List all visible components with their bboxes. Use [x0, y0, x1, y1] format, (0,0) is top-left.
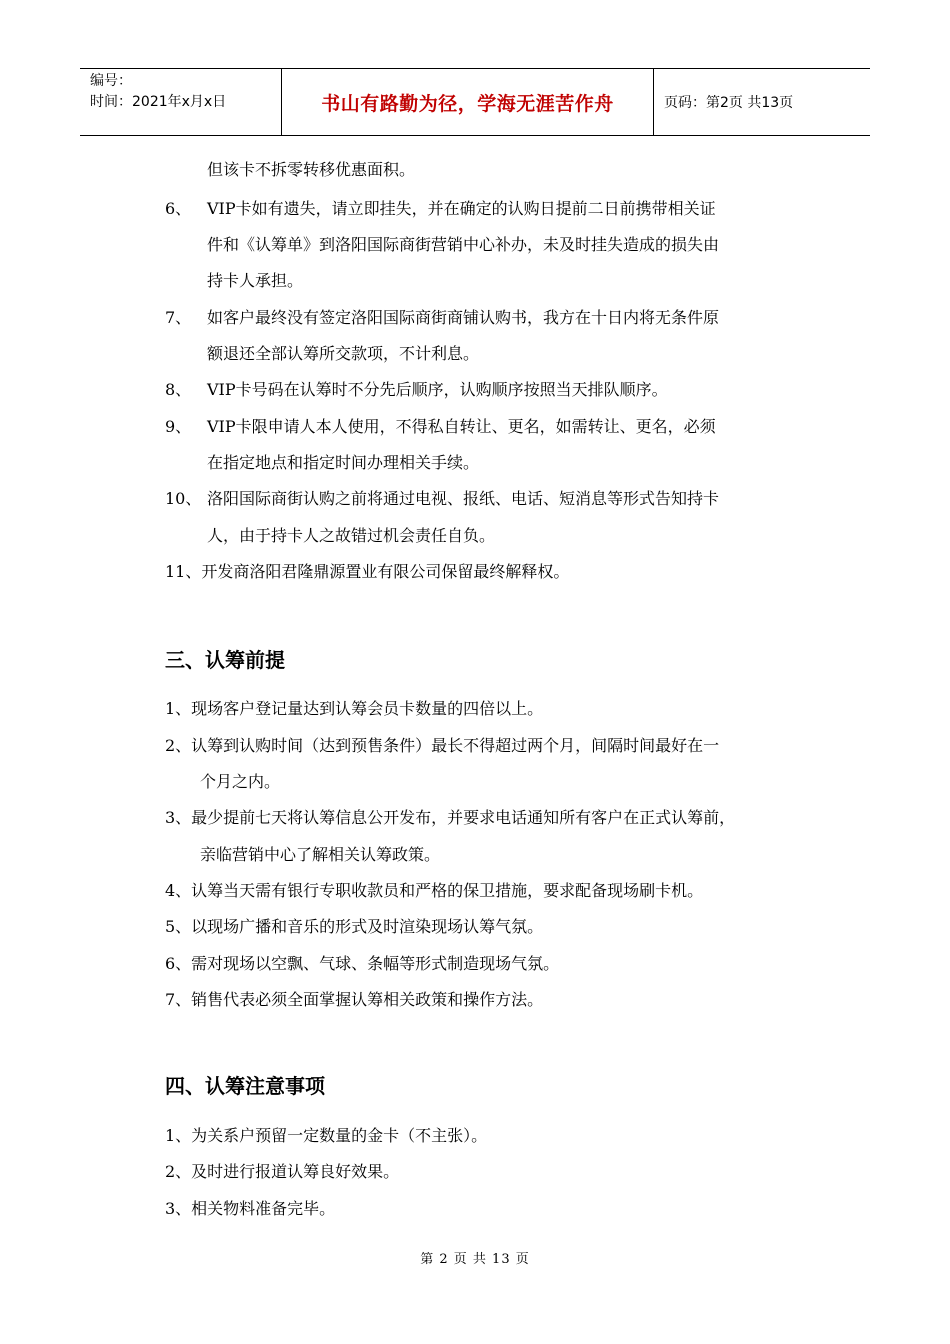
- section-3-item-7: 7、销售代表必须全面掌握认筹相关政策和操作方法。: [165, 990, 544, 1009]
- item-6-line-3: 持卡人承担。: [207, 271, 304, 290]
- section-4-heading: 四、认筹注意事项: [165, 1074, 325, 1098]
- section-3-item-2-line-2: 个月之内。: [200, 772, 281, 791]
- item-6-number: 6、: [165, 199, 192, 218]
- section-3-item-2-line-1: 2、认筹到认购时间（达到预售条件）最长不得超过两个月，间隔时间最好在一: [165, 736, 720, 755]
- section-4-item-1: 1、为关系户预留一定数量的金卡（不主张）。: [165, 1126, 488, 1145]
- section-3-item-6: 6、需对现场以空飘、气球、条幅等形式制造现场气氛。: [165, 954, 560, 973]
- item-11: 11、开发商洛阳君隆鼎源置业有限公司保留最终解释权。: [165, 562, 570, 581]
- section-3-item-3-line-2: 亲临营销中心了解相关认筹政策。: [200, 845, 441, 864]
- header-meta: [80, 69, 282, 135]
- item-7-line-1: 如客户最终没有签定洛阳国际商街商铺认购书，我方在十日内将无条件原: [207, 308, 720, 327]
- item-6-line-1: VIP卡如有遗失，请立即挂失，并在确定的认购日提前二日前携带相关证: [207, 199, 716, 218]
- page-footer: 第 2 页 共 13 页: [420, 1252, 530, 1267]
- time-label: 时间：2021年x月x日: [90, 94, 227, 110]
- header-page-label: 页码：第2页 共13页: [664, 95, 794, 111]
- section-3-item-5: 5、以现场广播和音乐的形式及时渲染现场认筹气氛。: [165, 917, 544, 936]
- item-8-line-1: VIP卡号码在认筹时不分先后顺序，认购顺序按照当天排队顺序。: [207, 380, 668, 399]
- item-9-line-1: VIP卡限申请人本人使用，不得私自转让、更名，如需转让、更名，必须: [207, 417, 716, 436]
- item-7-number: 7、: [165, 308, 192, 327]
- section-3-item-3-line-1: 3、最少提前七天将认筹信息公开发布，并要求电话通知所有客户在正式认筹前，: [165, 808, 736, 827]
- section-3-heading: 三、认筹前提: [165, 648, 285, 672]
- section-4-item-3: 3、相关物料准备完毕。: [165, 1199, 336, 1218]
- section-4-item-2: 2、及时进行报道认筹良好效果。: [165, 1162, 400, 1181]
- item-10-number: 10、: [165, 489, 202, 508]
- item-10-line-2: 人，由于持卡人之故错过机会责任自负。: [207, 526, 496, 545]
- continued-line: 但该卡不拆零转移优惠面积。: [207, 160, 416, 179]
- page-header: [80, 68, 870, 136]
- item-10-line-1: 洛阳国际商街认购之前将通过电视、报纸、电话、短消息等形式告知持卡: [207, 489, 720, 508]
- section-3-item-4: 4、认筹当天需有银行专职收款员和严格的保卫措施，要求配备现场刷卡机。: [165, 881, 704, 900]
- item-9-line-2: 在指定地点和指定时间办理相关手续。: [207, 453, 480, 472]
- item-9-number: 9、: [165, 417, 192, 436]
- header-motto: 书山有路勤为径，学海无涯苦作舟: [282, 69, 654, 135]
- item-7-line-2: 额退还全部认筹所交款项，不计利息。: [207, 344, 480, 363]
- item-6-line-2: 件和《认筹单》到洛阳国际商街营销中心补办，未及时挂失造成的损失由: [207, 235, 720, 254]
- section-3-item-1: 1、现场客户登记量达到认筹会员卡数量的四倍以上。: [165, 699, 544, 718]
- item-8-number: 8、: [165, 380, 192, 399]
- code-label: 编号：: [90, 73, 132, 89]
